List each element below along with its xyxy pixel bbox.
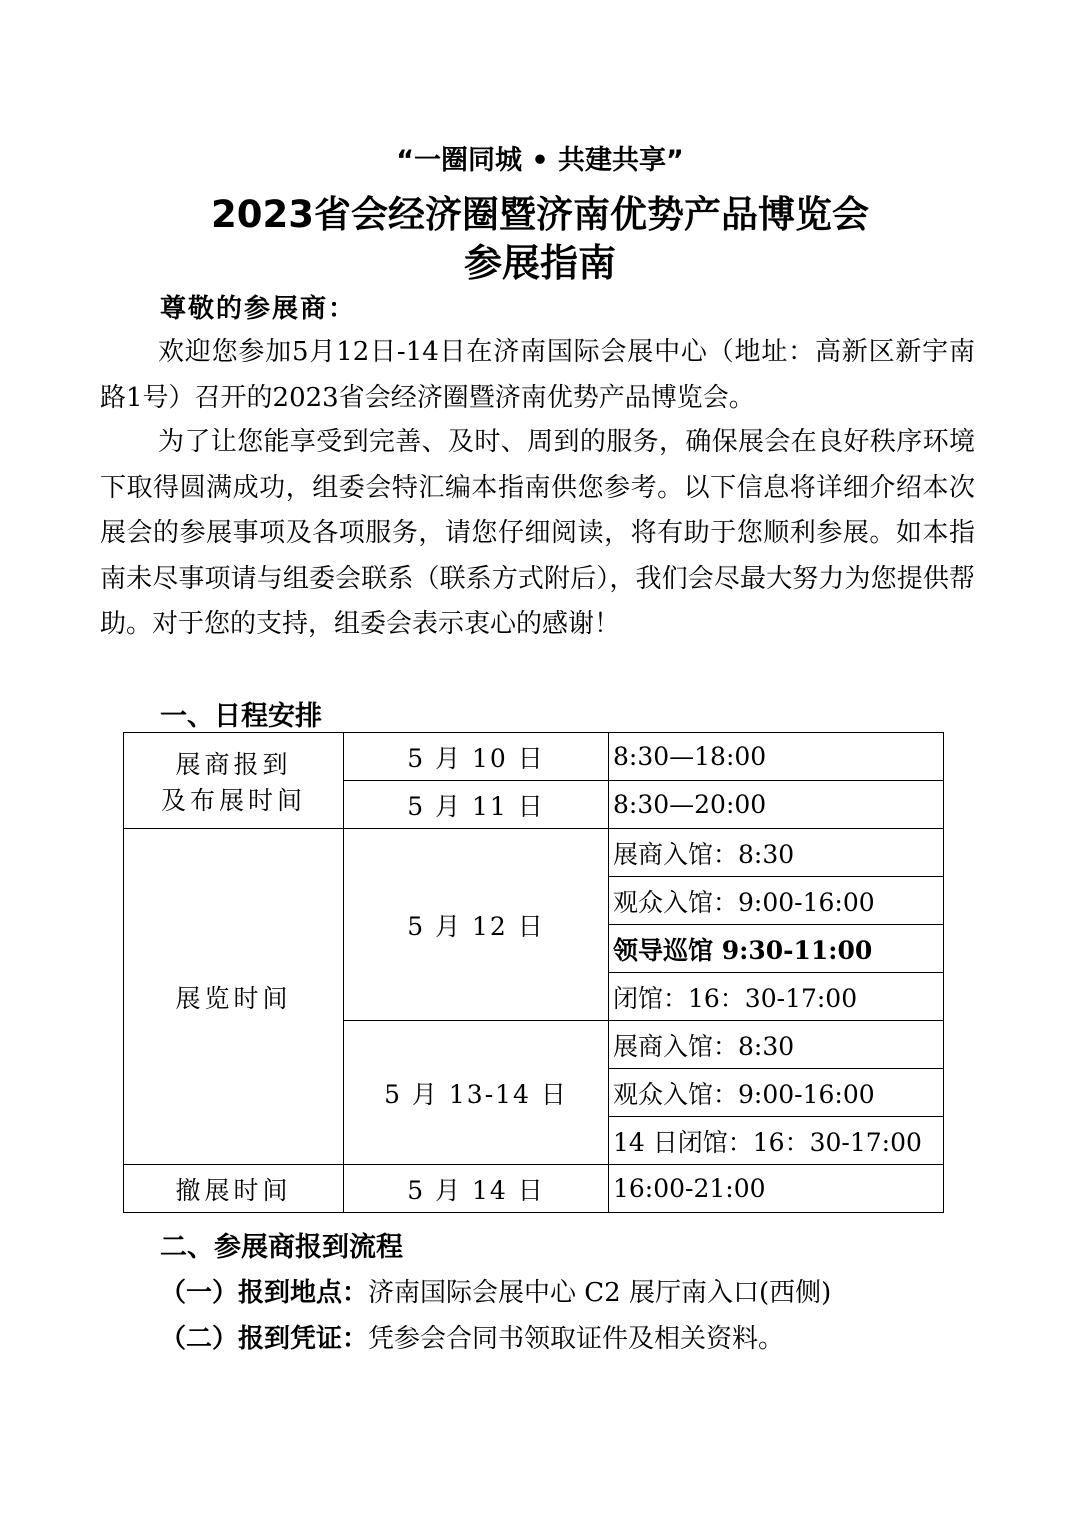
- doc-title-guide: 参展指南: [463, 241, 616, 285]
- time-cell: 观众入馆：9:00-16:00: [609, 1069, 944, 1117]
- date-cell: 5 月 13-14 日: [344, 1021, 609, 1165]
- table-row: [124, 829, 944, 877]
- table-row: [124, 1165, 944, 1213]
- time-cell: 闭馆：16：30-17:00: [609, 973, 944, 1021]
- greeting: 尊敬的参展商：: [160, 294, 357, 324]
- teardown-label-cell: 撤展时间: [124, 1165, 344, 1213]
- time-cell: 8:30—20:00: [609, 781, 944, 829]
- doc-title: 2023省会经济圈暨济南优势产品博览会: [211, 193, 869, 236]
- date-cell: 5 月 10 日: [344, 733, 609, 781]
- date-cell: 5 月 11 日: [344, 781, 609, 829]
- date-cell: 5 月 14 日: [344, 1165, 609, 1213]
- time-cell: 观众入馆：9:00-16:00: [609, 877, 944, 925]
- time-cell: 16:00-21:00: [609, 1165, 944, 1213]
- item-label: （一）报到地点：: [160, 1278, 369, 1308]
- time-cell: 展商入馆：8:30: [609, 829, 944, 877]
- registration-label-line1: 展商报到: [175, 749, 292, 779]
- time-cell: 8:30—18:00: [609, 733, 944, 781]
- registration-location: [160, 1272, 831, 1309]
- date-cell: 5 月 12 日: [344, 829, 609, 1021]
- schedule-table: [123, 732, 944, 1213]
- service-paragraph: 为了让您能享受到完善、及时、周到的服务，确保展会在良好秩序环境下取得圆满成功，组委会特汇编本指南供您参考。以下信息将详细介绍本次展会的参展事项及各项服务，请您仔细阅读，将有助于您顺利参展。如本指南未尽事项请与组委会联系（联系方式附后），我们会尽最大努力为您提供帮助。对于您的支持，组委会表示衷心的感谢！: [100, 427, 975, 639]
- section-heading-registration: 二、参展商报到流程: [160, 1232, 403, 1263]
- registration-label-line2: 及布展时间: [160, 785, 306, 815]
- time-cell-highlight: 领导巡馆 9:30-11:00: [609, 925, 944, 973]
- registration-label-cell: [124, 733, 344, 829]
- item-text: 济南国际会展中心 C2 展厅南入口(西侧): [368, 1278, 832, 1308]
- item-text: 凭参会合同书领取证件及相关资料。: [368, 1324, 785, 1354]
- section-heading-schedule: 一、日程安排: [160, 701, 322, 732]
- intro-paragraph: 欢迎您参加5月12日-14日在济南国际会展中心（地址：高新区新宇南路1号）召开的2023省会经济圈暨济南优势产品博览会。: [100, 337, 975, 413]
- registration-credential: [160, 1318, 784, 1355]
- table-row: [124, 733, 944, 781]
- exhibition-label-cell: 展览时间: [124, 829, 344, 1165]
- time-cell: 14 日闭馆：16：30-17:00: [609, 1117, 944, 1165]
- doc-subtitle: “一圈同城 • 共建共享”: [396, 145, 684, 176]
- time-cell: 展商入馆：8:30: [609, 1021, 944, 1069]
- item-label: （二）报到凭证：: [160, 1324, 369, 1354]
